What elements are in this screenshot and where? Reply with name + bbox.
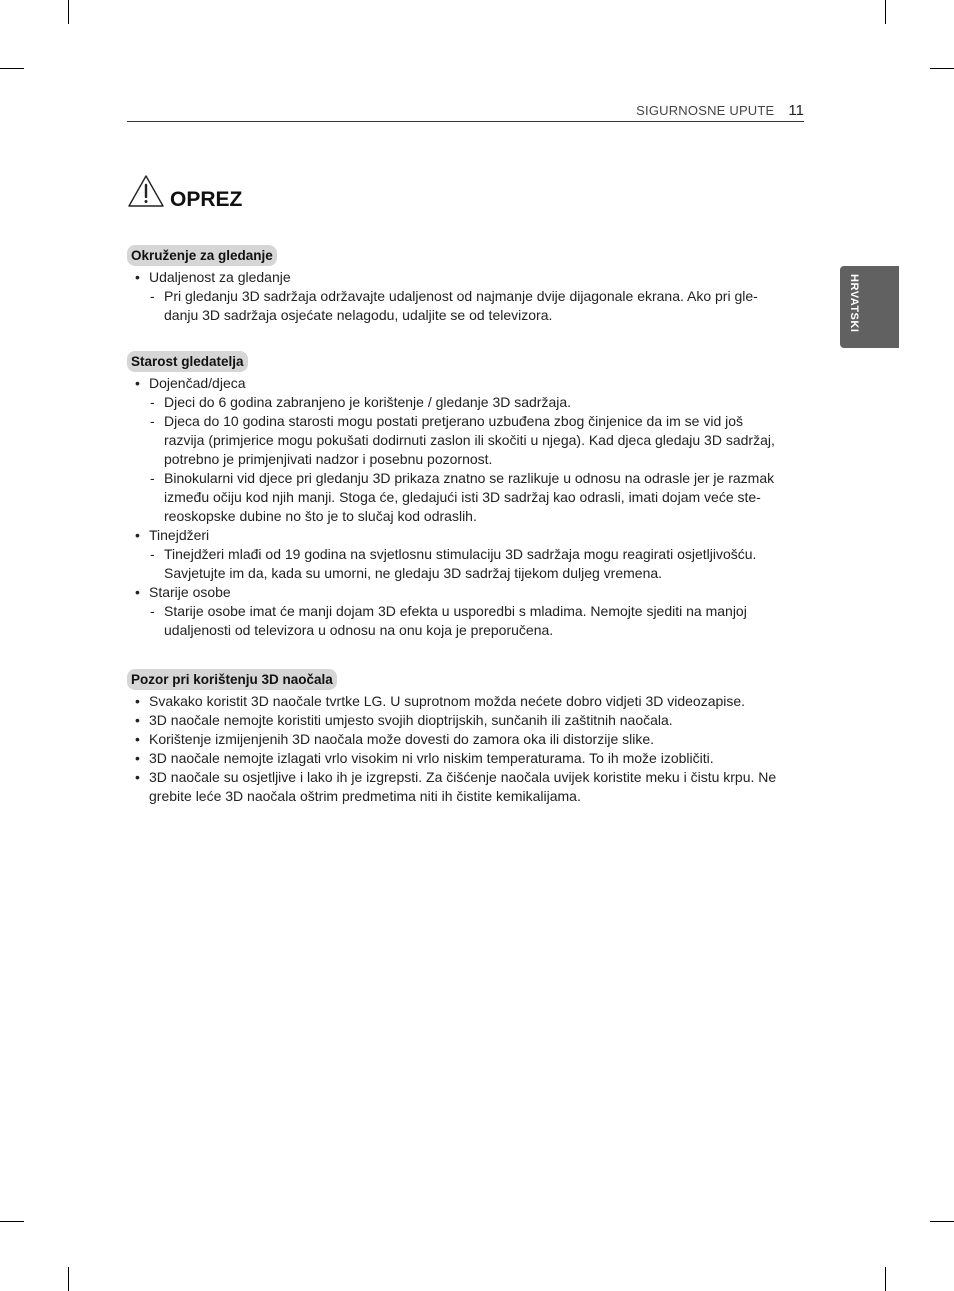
bullet-item: • Svakako koristit 3D naočale tvrtke LG. U suprotnom možda nećete dobro vidjeti 3D videozapise. bbox=[127, 692, 807, 711]
crop-mark bbox=[68, 1267, 69, 1291]
text-line: - Djeci do 6 godina zabranjeno je korištenje / gledanje 3D sadržaja. bbox=[164, 394, 572, 410]
dash-item bbox=[127, 287, 807, 325]
bullet-item: • Udaljenost za gledanje bbox=[127, 268, 807, 287]
text-line: grebite leće 3D naočala oštrim predmetima niti ih čistite kemikalijama. bbox=[149, 788, 581, 804]
crop-mark bbox=[68, 0, 69, 24]
language-tab bbox=[840, 266, 899, 348]
crop-mark bbox=[885, 1267, 886, 1291]
section-label: Okruženje za gledanje bbox=[127, 245, 277, 266]
section-label: Pozor pri korištenju 3D naočala bbox=[127, 669, 337, 690]
text-line: - Tinejdžeri mlađi od 19 godina na svjetlosnu stimulaciju 3D sadržaja mogu reagirati osjetljivošću. bbox=[164, 546, 757, 562]
text-line: • 3D naočale su osjetljive i lako ih je izgrepsti. Za čišćenje naočala uvijek koristite meku i čistu krpu. Ne bbox=[149, 769, 777, 785]
dash-item bbox=[127, 545, 807, 583]
crop-mark bbox=[930, 68, 954, 69]
text-line: potrebno je primjenjivati nadzor i posebnu pozornost. bbox=[164, 451, 493, 467]
text-line: između očiju kod njih manji. Stoga će, gledajući isti 3D sadržaj kao odrasli, imati dojam veće ste- bbox=[164, 489, 761, 505]
section-viewer-age bbox=[127, 351, 807, 640]
text-line: reoskopske dubine no što je to slučaj kod odraslih. bbox=[164, 508, 477, 524]
dash-item bbox=[127, 602, 807, 640]
bullet-item: • 3D naočale nemojte izlagati vrlo visokim ni vrlo niskim temperaturama. To ih može izobličiti. bbox=[127, 749, 807, 768]
page-number: 11 bbox=[788, 102, 804, 119]
bullet-item: • Dojenčad/djeca bbox=[127, 374, 807, 393]
dash-item bbox=[127, 393, 807, 412]
bullet-item: • 3D naočale nemojte koristiti umjesto svojih dioptrijskih, sunčanih ili zaštitnih naočala. bbox=[127, 711, 807, 730]
crop-mark bbox=[930, 1221, 954, 1222]
crop-mark bbox=[885, 0, 886, 24]
text-line: - Djeca do 10 godina starosti mogu postati pretjerano uzbuđena zbog činjenice da im se vid još bbox=[164, 413, 744, 429]
section-label: Starost gledatelja bbox=[127, 351, 248, 372]
text-line: - Binokularni vid djece pri gledanju 3D prikaza znatno se razlikuje u odnosu na odrasle jer je razmak bbox=[164, 470, 775, 486]
bullet-item: • Tinejdžeri bbox=[127, 526, 807, 545]
crop-mark bbox=[0, 1221, 24, 1222]
language-tab-label: HRVATSKI bbox=[848, 274, 860, 333]
text-line: razvija (primjerice mogu pokušati dodirnuti zaslon ili skočiti u njega). Kad djeca gledaju 3D sadržaj, bbox=[164, 432, 775, 448]
text-line: - Pri gledanju 3D sadržaja održavajte udaljenost od najmanje dvije dijagonale ekrana. Ako pri gle- bbox=[164, 288, 758, 304]
title-text: OPREZ bbox=[170, 188, 243, 211]
dash-item bbox=[127, 469, 807, 526]
warning-triangle-icon bbox=[127, 174, 165, 208]
text-line: danju 3D sadržaja osjećate nelagodu, udaljite se od televizora. bbox=[164, 307, 553, 323]
running-header bbox=[0, 102, 804, 119]
bullet-item bbox=[127, 768, 807, 806]
bullet-item: • Korištenje izmijenjenih 3D naočala može dovesti do zamora oka ili distorzije slike. bbox=[127, 730, 807, 749]
text-line: Savjetujte im da, kada su umorni, ne gledaju 3D sadržaj tijekom duljeg vremena. bbox=[164, 565, 663, 581]
bullet-item: • Starije osobe bbox=[127, 583, 807, 602]
text-line: udaljenosti od televizora u odnosu na onu koja je preporučena. bbox=[164, 622, 554, 638]
dash-item bbox=[127, 412, 807, 469]
header-section-title: SIGURNOSNE UPUTE bbox=[636, 103, 775, 118]
header-rule bbox=[127, 121, 804, 122]
section-viewing-environment bbox=[127, 245, 807, 325]
text-line: - Starije osobe imat će manji dojam 3D efekta u usporedbi s mladima. Nemojte sjediti na manjoj bbox=[164, 603, 747, 619]
section-3d-glasses bbox=[127, 669, 807, 806]
crop-mark bbox=[0, 68, 24, 69]
